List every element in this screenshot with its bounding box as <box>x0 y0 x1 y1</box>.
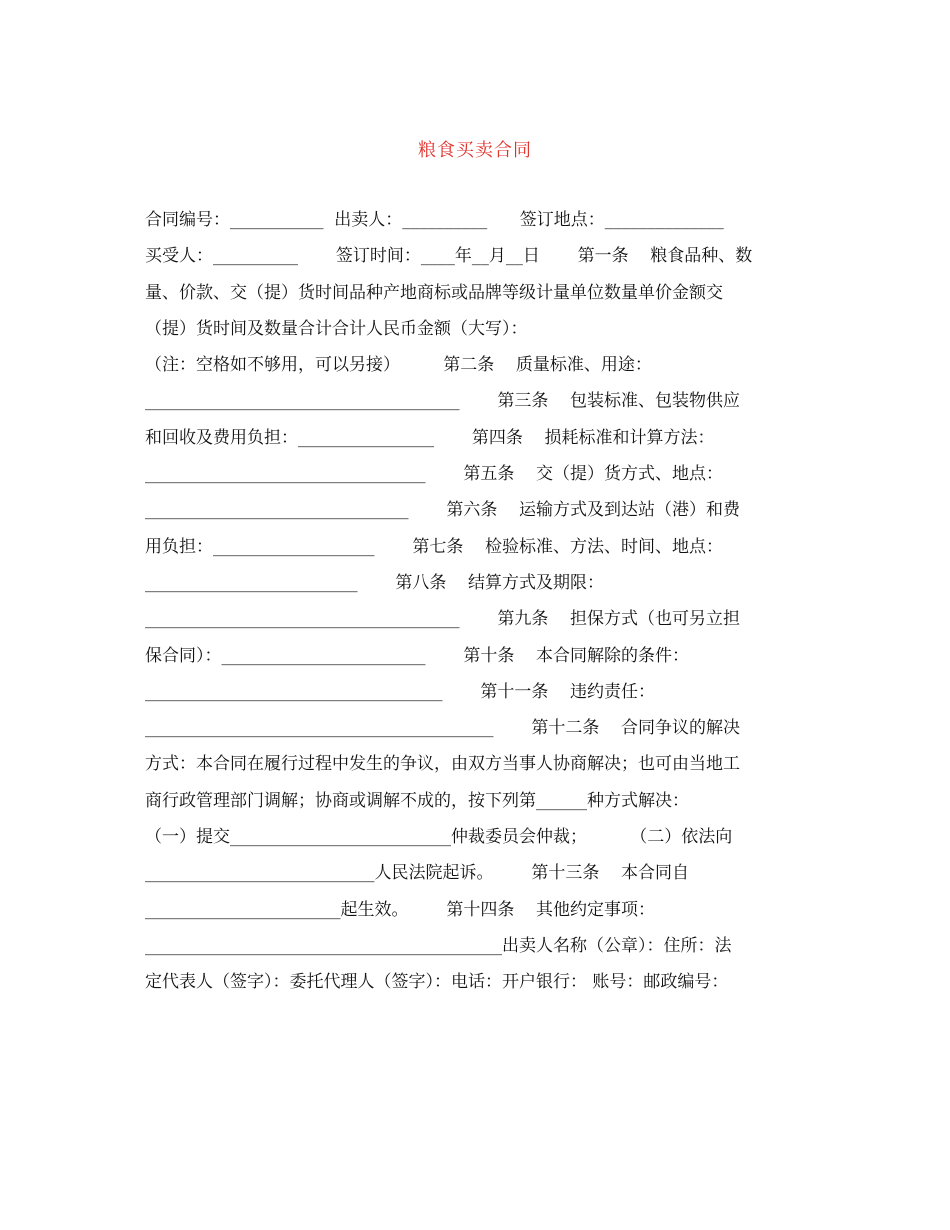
contract-line: _________________________ 第八条 结算方式及期限： <box>145 573 604 593</box>
contract-line: _____________________________________ 第九条 担保方式（也可另立担 <box>145 609 740 629</box>
contract-line: ___________________________________ 第十一条 违约责任： <box>145 682 655 702</box>
contract-line: 量、价款、交（提）货时间品种产地商标或品牌等级计量单位数量单价金额交 <box>145 283 723 303</box>
contract-line: 定代表人（签字）：委托代理人（签字）：电话：开户银行： 账号：邮政编号： <box>145 972 729 992</box>
contract-line: _____________________________________ 第三条 包装标准、包装物供应 <box>145 391 740 411</box>
contract-line: 买受人：__________ 签订时间：____年__月__日 第一条 粮食品种、数 <box>145 246 753 266</box>
contract-line: 方式：本合同在履行过程中发生的争议，由双方当事人协商解决；也可由当地工 <box>145 754 740 774</box>
contract-line: 合同编号：___________ 出卖人：__________ 签订地点：______________ <box>145 210 724 230</box>
contract-line: 用负担：___________________ 第七条 检验标准、方法、时间、地点： <box>145 537 723 557</box>
contract-line: 和回收及费用负担：________________ 第四条 损耗标准和计算方法： <box>145 428 715 448</box>
contract-line: __________________________________________出卖人名称（公章）：住所：法 <box>145 936 732 956</box>
contract-line: _________________________________ 第五条 交（提）货方式、地点： <box>145 464 723 484</box>
contract-line: 商行政管理部门调解；协商或调解不成的，按下列第______种方式解决： <box>145 791 689 811</box>
contract-line: （一）提交__________________________仲裁委员会仲裁； （二）依法向 <box>145 827 733 847</box>
contract-line: 保合同）：________________________ 第十条 本合同解除的条件： <box>145 646 689 666</box>
document-title: 粮食买卖合同 <box>418 140 532 161</box>
contract-line: ___________________________人民法院起诉。 第十三条 本合同自 <box>145 863 689 883</box>
contract-line: （注：空格如不够用，可以另接） 第二条 质量标准、用途： <box>145 355 652 375</box>
contract-line: _______________________________ 第六条 运输方式及到达站（港）和费 <box>145 500 740 520</box>
contract-line: （提）货时间及数量合计合计人民币金额（大写）： <box>145 319 528 339</box>
contract-line: _________________________________________ 第十二条 合同争议的解决 <box>145 718 740 738</box>
contract-line: _______________________起生效。 第十四条 其他约定事项： <box>145 900 655 920</box>
